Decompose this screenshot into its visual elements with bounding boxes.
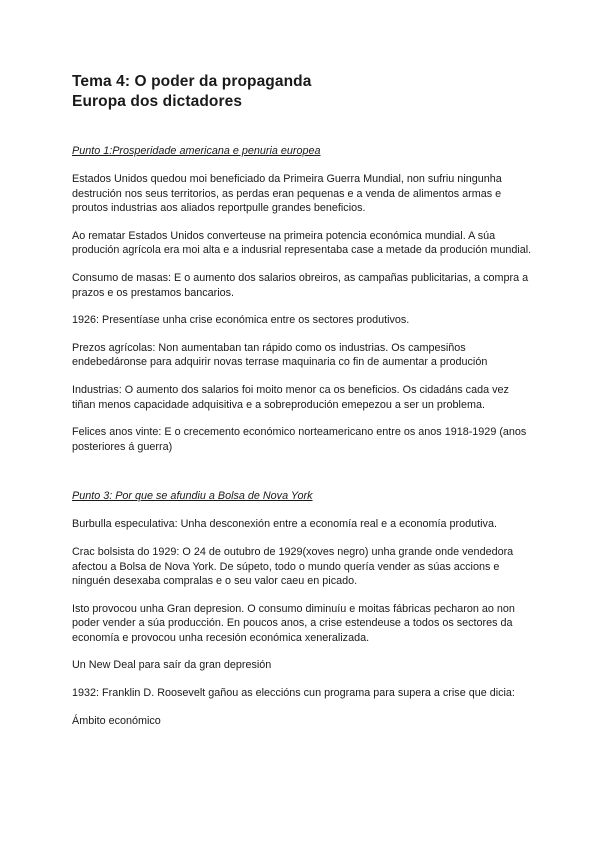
- paragraph-3-6: Ámbito económico: [72, 714, 161, 727]
- title-line-2: Europa dos dictadores: [72, 93, 243, 110]
- paragraph-3-1: Burbulla especulativa: Unha desconexión entre a economía real e a economía produtiva.: [72, 518, 497, 531]
- paragraph-3-3: Isto provocou unha Gran depresion. O consumo diminuíu e moitas fábricas pecharon ao non poder vender a súa producción. En poucos anos, a crise estendeuse a todos os sectores da economía e provocou unha recesión económica xeneralizada.: [72, 602, 515, 644]
- paragraph-1-6: Industrias: O aumento dos salarios foi moito menor ca os beneficios. Os cidadáns cada vez tiñan menos capacidade adquisitiva e a sobreprodución emepezou a ser un problema.: [72, 383, 509, 411]
- paragraph-1-1: Estados Unidos quedou moi beneficiado da Primeira Guerra Mundial, non sufriu ningunha destrución nos seus territorios, as perdas eran pequenas e a venda de alimentos armas e proutos industrias aos aliados reportpulle grandes beneficios.: [72, 173, 502, 215]
- paragraph-3-2: Crac bolsista do 1929: O 24 de outubro de 1929(xoves negro) unha grande onde vendedora afectou a Bolsa de Nova York. De súpeto, todo o mundo quería vender as súas accions e ninguén desexaba compralas e o seu valor caeu en picado.: [72, 545, 514, 588]
- paragraph-1-2: Ao rematar Estados Unidos converteuse na primeira potencia económica mundial. A súa produción agrícola era moi alta e a indusrial representaba case a metade da produción mundial.: [72, 229, 532, 257]
- document-page: [72, 72, 534, 728]
- paragraph-3-5: 1932: Franklin D. Roosevelt gañou as eleccións cun programa para supera a crise que dicia:: [72, 687, 515, 700]
- paragraph-1-7: Felices anos vinte: E o crecemento económico norteamericano entre os anos 1918-1929 (anos posteriores á guerra): [72, 426, 527, 453]
- paragraph-1-4: 1926: Presentíase unha crise económica entre os sectores produtivos.: [72, 314, 410, 327]
- section-3-heading: Punto 3: Por que se afundiu a Bolsa de Nova York: [72, 490, 313, 503]
- document-title: [72, 72, 534, 112]
- title-line-1: Tema 4: O poder da propaganda: [72, 73, 312, 90]
- paragraph-1-5: Prezos agrícolas: Non aumentaban tan rápido como os industrias. Os campesiños endebedáronse para adquirir novas terrase maquinaria co fin de aumentar a produción: [72, 341, 488, 369]
- section-1-heading: Punto 1:Prosperidade americana e penuria europea: [72, 145, 321, 157]
- paragraph-1-3: Consumo de masas: E o aumento dos salarios obreiros, as campañas publicitarias, a compra a prazos e os prestamos bancarios.: [72, 271, 529, 299]
- paragraph-3-4: Un New Deal para saír da gran depresión: [72, 659, 272, 672]
